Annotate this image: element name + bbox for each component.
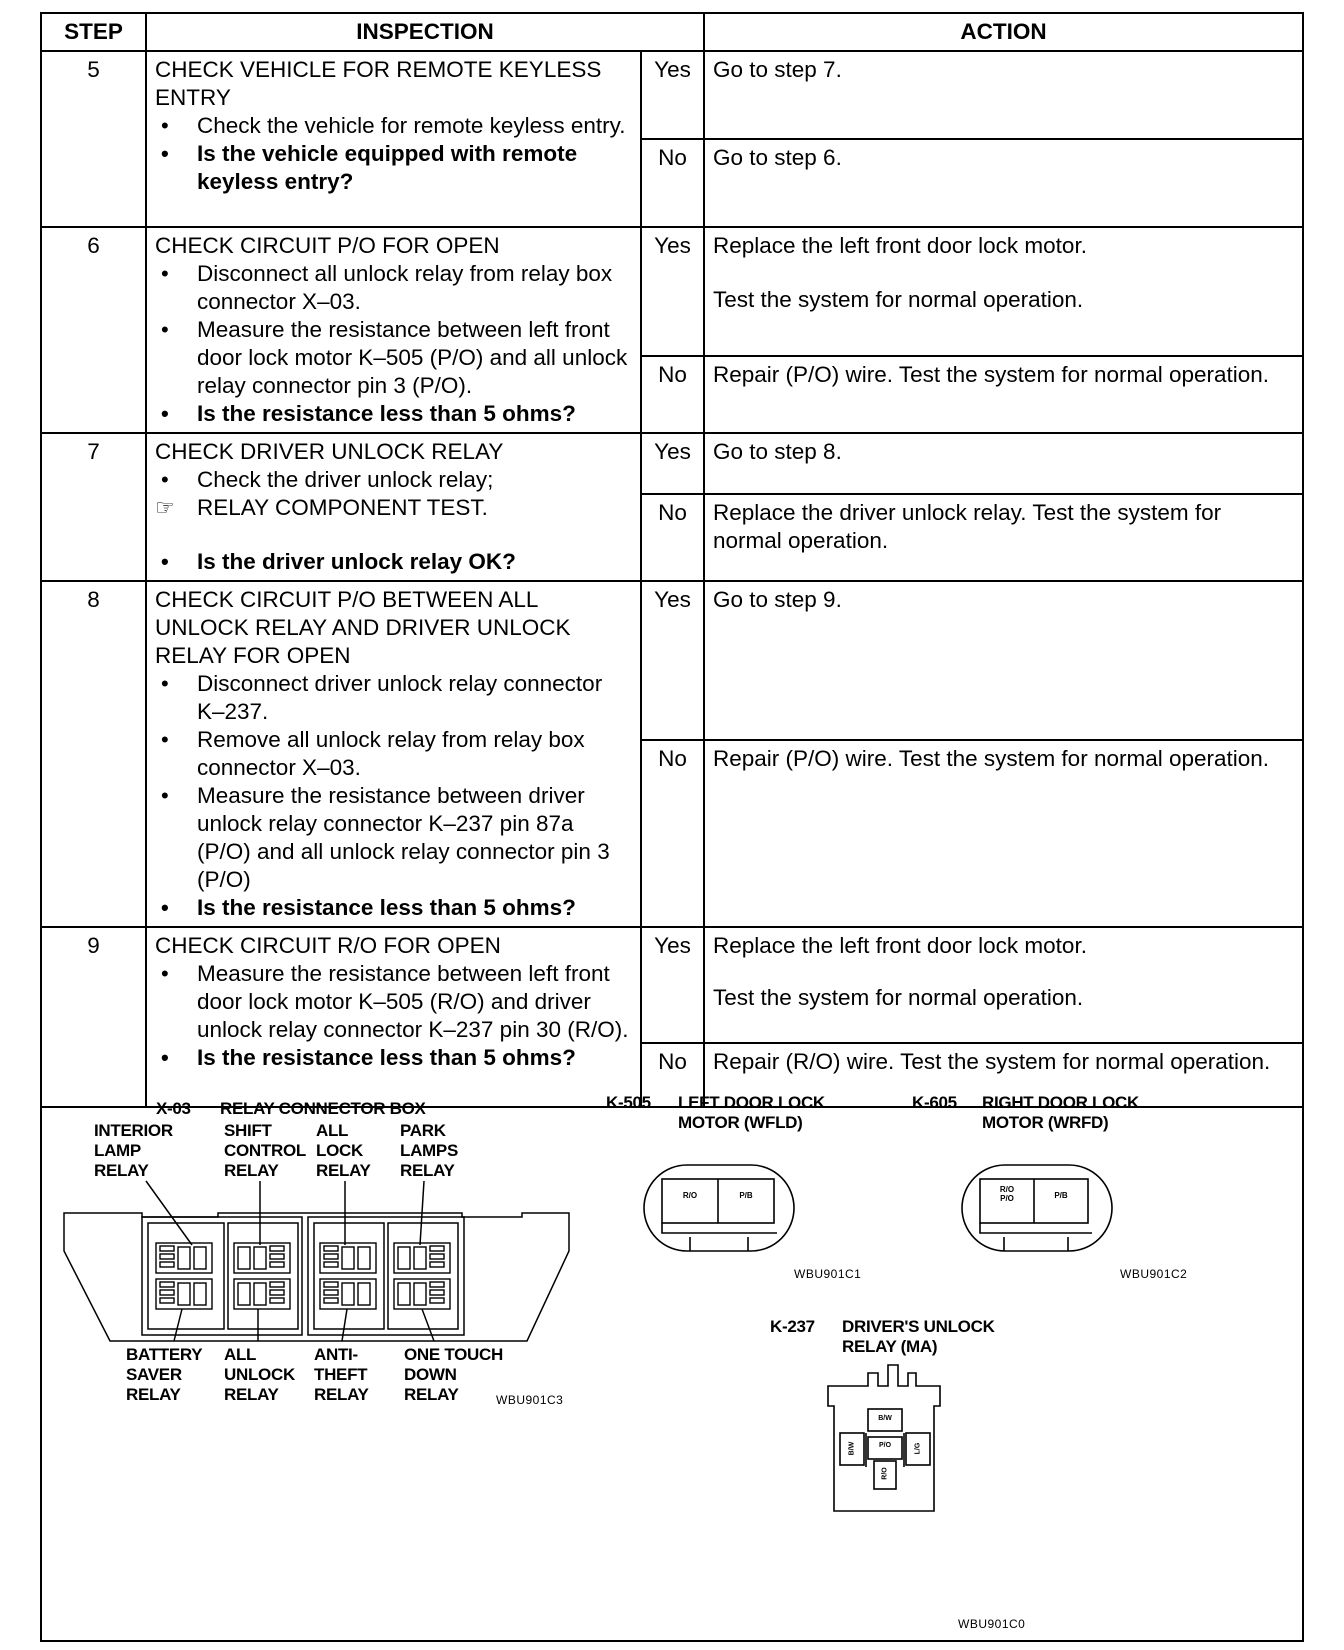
relay-label-anti-theft: ANTI- THEFT RELAY [314,1345,369,1404]
relay-label-park-lamps: PARK LAMPS RELAY [400,1121,459,1180]
yes-action: Go to step 7. [704,51,1302,139]
yes-action: Go to step 9. [704,581,1302,740]
left-motor-code: WBU901C1 [794,1267,862,1281]
left-motor-pin-1: R/O [682,1191,698,1200]
yes-action [704,227,1302,356]
inspection-title: CHECK VEHICLE FOR REMOTE KEYLESS ENTRY [155,57,602,110]
yes-label: Yes [641,227,704,356]
left-motor-pin-2: P/B [739,1191,753,1200]
procedure-sheet [40,12,1304,1642]
connector-diagrams [42,1091,1302,1642]
no-action: Repair (P/O) wire. Test the system for normal operation. [704,356,1302,433]
no-action: Repair (R/O) wire. Test the system for normal operation. [704,1043,1302,1107]
inspection-item: • Measure the resistance between left front door lock motor K–505 (R/O) and driver unlock relay connector K–237 pin 30 (R/O). [155,960,632,1044]
inspection-item: • Disconnect driver unlock relay connector K–237. [155,670,632,726]
table-row [42,433,1302,494]
inspection-title: CHECK CIRCUIT R/O FOR OPEN [155,933,501,958]
step-number: 5 [42,51,146,227]
yes-action: Go to step 8. [704,433,1302,494]
relay-box-drawing [64,1181,569,1341]
table-row [42,227,1302,356]
inspection-question: • Is the driver unlock relay OK? [155,548,632,576]
inspection-cell [146,51,641,227]
right-motor-pin-1: R/O P/O [999,1185,1015,1203]
right-motor-drawing [962,1165,1112,1251]
inspection-item: • Disconnect all unlock relay from relay box connector X–03. [155,260,632,316]
no-action: Replace the driver unlock relay. Test the system for normal operation. [704,494,1302,581]
relay-label-shift-control: SHIFT CONTROL RELAY [224,1121,306,1180]
unlock-relay-drawing [828,1365,940,1511]
table-header-row [42,14,1302,51]
yes-label: Yes [641,581,704,740]
left-motor-title: LEFT DOOR LOCK MOTOR (WFLD) [678,1093,825,1132]
inspection-question: • Is the resistance less than 5 ohms? [155,1044,632,1072]
unlock-relay-pin-bottom: R/O [881,1467,889,1480]
inspection-question: • Is the vehicle equipped with remote keyless entry? [155,140,632,196]
table-row [42,927,1302,1043]
inspection-item: • Check the driver unlock relay; [155,466,632,494]
yes-label: Yes [641,433,704,494]
inspection-item: • Measure the resistance between left front door lock motor K–505 (P/O) and all unlock relay connector pin 3 (P/O). [155,316,632,400]
yes-action [704,927,1302,1043]
step-number: 9 [42,927,146,1107]
table-row [42,581,1302,740]
yes-label: Yes [641,51,704,139]
yes-action-text: Replace the left front door lock motor. [713,233,1087,258]
relay-label-all-lock: ALL LOCK RELAY [316,1121,371,1180]
inspection-cell [146,227,641,433]
unlock-relay-code: WBU901C0 [958,1617,1026,1631]
inspection-cell [146,433,641,581]
inspection-title: CHECK CIRCUIT P/O BETWEEN ALL UNLOCK RELAY AND DRIVER UNLOCK RELAY FOR OPEN [155,587,571,668]
inspection-title: CHECK DRIVER UNLOCK RELAY [155,439,504,464]
step-number: 6 [42,227,146,433]
unlock-relay-title: DRIVER'S UNLOCK RELAY (MA) [842,1317,995,1356]
header-inspection: INSPECTION [146,14,704,51]
inspection-item: • Measure the resistance between driver unlock relay connector K–237 pin 87a (P/O) and all unlock relay connector pin 3 (P/O) [155,782,632,894]
step-number: 8 [42,581,146,927]
inspection-title: CHECK CIRCUIT P/O FOR OPEN [155,233,500,258]
header-action: ACTION [704,14,1302,51]
right-motor-pin-2: P/B [1054,1191,1068,1200]
no-label: No [641,740,704,927]
right-motor-code: WBU901C2 [1120,1267,1188,1281]
relay-label-interior-lamp: INTERIOR LAMP RELAY [94,1121,173,1180]
no-action: Repair (P/O) wire. Test the system for normal operation. [704,740,1302,927]
right-motor-id: K-605 [912,1093,957,1112]
header-step: STEP [42,14,146,51]
inspection-question: • Is the resistance less than 5 ohms? [155,400,632,428]
no-label: No [641,356,704,433]
unlock-relay-pin-top: B/W [878,1415,892,1422]
no-label: No [641,139,704,227]
relay-box-title: RELAY CONNECTOR BOX [220,1099,426,1118]
left-motor-drawing [644,1165,794,1251]
inspection-item: • Check the vehicle for remote keyless entry. [155,112,632,140]
unlock-relay-id: K-237 [770,1317,815,1336]
yes-action-text: Replace the left front door lock motor. [713,933,1087,958]
relay-label-battery-saver: BATTERY SAVER RELAY [126,1345,203,1404]
inspection-item: • Remove all unlock relay from relay box connector X–03. [155,726,632,782]
inspection-table [42,14,1302,1108]
no-action: Go to step 6. [704,139,1302,227]
inspection-cell [146,581,641,927]
relay-box-id: X-03 [156,1099,191,1118]
yes-action-text-2: Test the system for normal operation. [713,287,1084,312]
relay-label-one-touch-down: ONE TOUCH DOWN RELAY [404,1345,503,1404]
relay-box-code: WBU901C3 [496,1393,564,1407]
yes-label: Yes [641,927,704,1043]
unlock-relay-pin-right: L/G [914,1442,922,1455]
unlock-relay-pin-left: B/W [848,1441,856,1456]
inspection-question: • Is the resistance less than 5 ohms? [155,894,632,922]
no-label: No [641,1043,704,1107]
yes-action-text-2: Test the system for normal operation. [713,985,1084,1010]
inspection-cell [146,927,641,1107]
relay-label-all-unlock: ALL UNLOCK RELAY [224,1345,295,1404]
no-label: No [641,494,704,581]
unlock-relay-pin-center: P/O [878,1442,892,1449]
right-motor-title: RIGHT DOOR LOCK MOTOR (WRFD) [982,1093,1139,1132]
reference-item: ☞ RELAY COMPONENT TEST. [155,494,632,522]
table-row [42,51,1302,139]
step-number: 7 [42,433,146,581]
left-motor-id: K-505 [606,1093,651,1112]
